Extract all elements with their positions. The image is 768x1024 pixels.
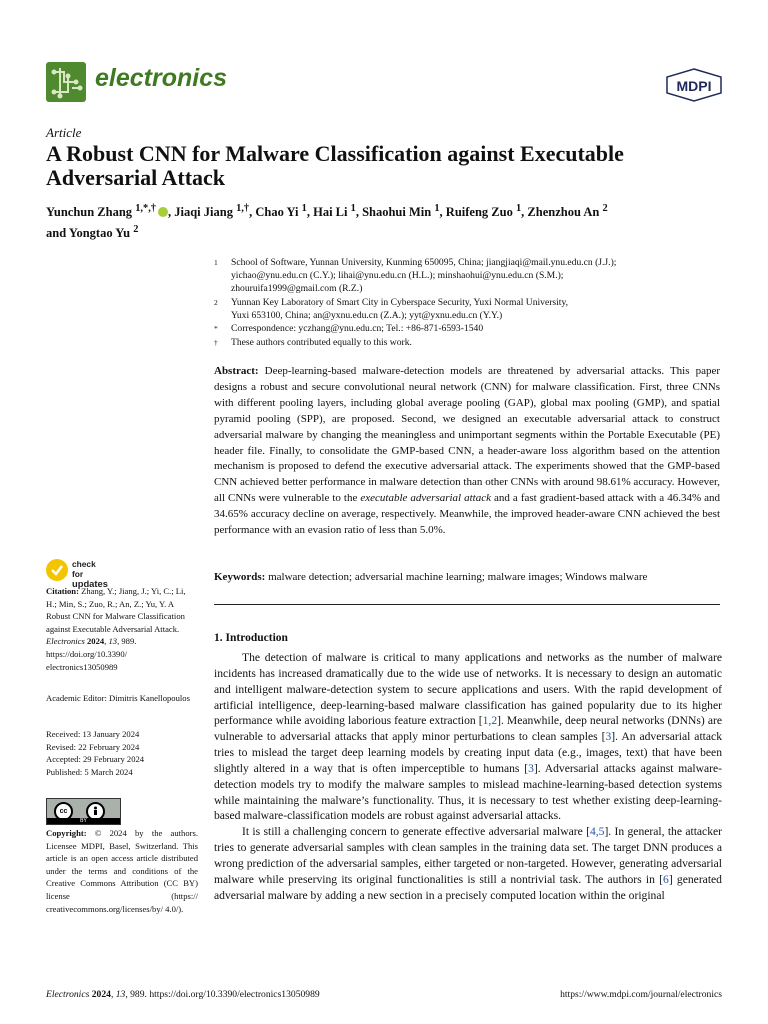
divider	[214, 604, 720, 605]
creative-commons-icon: cc	[54, 802, 73, 821]
citation	[46, 585, 198, 673]
citation-link[interactable]: 3	[528, 761, 534, 775]
paragraph-text: ]. An adversarial attack tries to mislead the target deep learning models by creating input data (e.g., images, text) that have been slightly altered in a way that is often imperceptible to humans [	[214, 730, 722, 775]
keywords	[214, 570, 720, 586]
citation-label: Citation:	[46, 586, 79, 596]
citation-link[interactable]: 6	[663, 872, 669, 886]
author-line-2: and Yongtao Yu $^2$	[46, 224, 139, 241]
equal-contribution-note	[214, 336, 734, 350]
affiliation-marker: 2	[214, 298, 218, 307]
citation-link[interactable]: 1,2	[482, 714, 498, 728]
footer-journal: Electronics	[46, 989, 90, 1000]
footer-volume: 13	[115, 989, 126, 1000]
check-updates-label: check for	[72, 559, 96, 579]
affiliation-line: These authors contributed equally to this work.	[231, 337, 412, 348]
affiliation-1	[214, 256, 734, 296]
date-revised: Revised: 22 February 2024	[46, 741, 140, 752]
affiliation-line: School of Software, Yunnan University, Kunming 650095, China; jiangjiaqi@mail.ynu.edu.cn (J.J.);	[231, 257, 617, 268]
correspondence	[214, 322, 734, 336]
affiliation-2	[214, 296, 734, 324]
section-heading: 1. Introduction	[214, 632, 288, 644]
footer-year: 2024	[89, 989, 111, 1000]
check-updates-label: updates	[72, 578, 108, 589]
body-text	[214, 650, 722, 904]
footer-journal-url[interactable]: https://www.mdpi.com/journal/electronics	[560, 989, 722, 1000]
license-badge-label: BY	[47, 818, 120, 824]
citation-link[interactable]: 4,5	[589, 825, 605, 839]
date-received: Received: 13 January 2024	[46, 729, 140, 739]
paragraph-text: ] generated adversarial malware by adding a new section in a precisely computed location within the original	[214, 872, 722, 902]
publisher-name: MDPI	[676, 78, 712, 94]
article-type: Article	[46, 125, 82, 140]
academic-editor: Academic Editor: Dimitris Kanellopoulos	[46, 693, 190, 703]
citation-text: ,	[104, 636, 109, 647]
author-line-1: Yunchun Zhang $^{1,*,\dagger}$ , Jiaqi Jiang $^{1,\dagger}$, Chao Yi $^1$, Hai Li $^1$, Shaohui Min $^1$, Ruifeng Zuo $^1$, Zhenzhou An $^2$	[46, 203, 608, 220]
check-updates-icon	[46, 559, 68, 581]
affiliation-marker: †	[214, 338, 218, 347]
date-accepted: Accepted: 29 February 2024	[46, 754, 145, 765]
paragraph-text: ]. Adversarial attacks against malware-detection models try to modify the malware samples to mislead machine-learning-based detection systems while maintaining the malware’s functionality. Thus, it is necessary to test whether existing deep-learning-based malware-classification models are robust against adversarial attacks.	[214, 761, 722, 823]
orcid-icon[interactable]	[158, 207, 168, 217]
citation-volume: 13	[108, 636, 118, 647]
paragraph-text: ]. Meanwhile, deep neural networks (DNNs) are vulnerable to adversarial attacks that apply minor perturbations to clean samples [	[214, 714, 722, 744]
affiliation-marker: *	[214, 324, 218, 333]
publication-dates	[46, 728, 198, 778]
journal-logo-icon	[46, 62, 86, 102]
keywords-label: Keywords:	[214, 571, 266, 583]
paragraph	[214, 824, 722, 903]
keywords-text: malware detection; adversarial machine learning; malware images; Windows malware	[265, 571, 648, 583]
citation-year: 2024	[84, 636, 105, 647]
copyright-label: Copyright:	[46, 828, 87, 838]
cc-by-license-badge[interactable]	[46, 798, 121, 825]
abstract-text: Deep-learning-based malware-detection models are threatened by adversarial attacks. This paper designs a robust and secure convolutional neural network (CNN) for malware classification. First, three CNNs with different pooling layers, including global average pooling (GAP), global max pooling (GMP), and spatial pyramid pooling (SPP), are proposed. Second, we designed an executable adversarial attack to construct adversarial malware by changing the meaningless and unimportant segments within the Portable Executable (PE) header file. Finally, to consolidate the GMP-based CNN, a header-aware loss algorithm based on the attention mechanism is proposed to defend the executive adversarial attack. The experiments showed that the GMP-based CNN achieved better performance in malware detection than other CNNs with around 98.61% accuracy. However, all CNNs were vulnerable to the	[214, 365, 720, 505]
copyright	[46, 827, 198, 915]
paragraph-text: ]. In general, the attacker tries to generate adversarial samples with clean samples in the training data set. The target DNN produces a wrong prediction of the adversarial samples, either targeted or non-targeted. However, generating adversarial malware while preserving its original functionalities is still a nontrivial task. The authors in [	[214, 825, 723, 886]
date-published: Published: 5 March 2024	[46, 766, 133, 777]
abstract-text: and a fast gradient-based attack with a 46.34% and 34.65% accuracy decline on average, respectively. Meanwhile, the improved header-aware CNN achieved the best performance with an evasion ratio of less than 5.0%.	[214, 492, 721, 537]
affiliation-marker: 1	[214, 258, 218, 267]
copyright-text: © 2024 by the authors. Licensee MDPI, Basel, Switzerland. This article is an open access article distributed under the terms and conditions of the Creative Commons Attribution (CC BY) license (https:// creativecommons.org/licenses/by/ 4.0/).	[46, 828, 198, 914]
footer-text: ,	[110, 989, 116, 1000]
paper-title: A Robust CNN for Malware Classification against Executable Adversarial Attack	[46, 141, 624, 190]
affiliation-line: yichao@ynu.edu.cn (C.Y.); lihai@ynu.edu.cn (H.L.); minshaohui@ynu.edu.cn (S.M.);	[231, 270, 564, 282]
paragraph-text: It is still a challenging concern to generate effective adversarial malware [	[242, 825, 590, 839]
affiliation-line: zhouruifa1999@gmail.com (R.Z.)	[231, 283, 363, 295]
abstract-label: Abstract:	[214, 365, 259, 377]
affiliation-line: Yuxi 653100, China; an@yxnu.edu.cn (Z.A.); yyt@yxnu.edu.cn (Y.Y.)	[231, 310, 503, 322]
citation-link[interactable]: 3	[605, 730, 612, 744]
abstract-italic-term: executable adversarial attack	[360, 492, 492, 505]
abstract	[214, 364, 720, 539]
footer-citation	[46, 989, 320, 1000]
affiliation-line: Correspondence: yczhang@ynu.edu.cn; Tel.: +86-871-6593-1540	[231, 323, 484, 334]
affiliation-line: Yunnan Key Laboratory of Smart City in Cyberspace Security, Yuxi Normal University,	[231, 297, 569, 308]
citation-journal: Electronics	[46, 636, 85, 647]
citation-doi[interactable]: , 989. https://doi.org/10.3390/ electronics13050989	[46, 636, 137, 672]
journal-name: electronics	[95, 64, 228, 92]
paragraph-text: The detection of malware is critical to many applications and networks as the number of malware incidents has increased dramatically due to the wide use of networks. It is necessary to design an automatic and intelligent malware-detection system to secure applications and users. With the rapid development of artificial intelligence, deep-learning-based malware classification has gained popularity due to its higher performance while avoiding laborious feature extraction [	[214, 651, 722, 728]
footer-doi[interactable]: , 989. https://doi.org/10.3390/electronics13050989	[125, 989, 320, 1000]
author-list	[46, 200, 726, 242]
citation-text: Zhang, Y.; Jiang, J.; Yi, C.; Li, H.; Min, S.; Zuo, R.; An, Z.; Yu, Y. A Robust CNN for Malware Classification against Executable Adversarial Attack.	[46, 586, 186, 634]
mdpi-logo	[666, 68, 722, 102]
paragraph	[214, 650, 722, 824]
